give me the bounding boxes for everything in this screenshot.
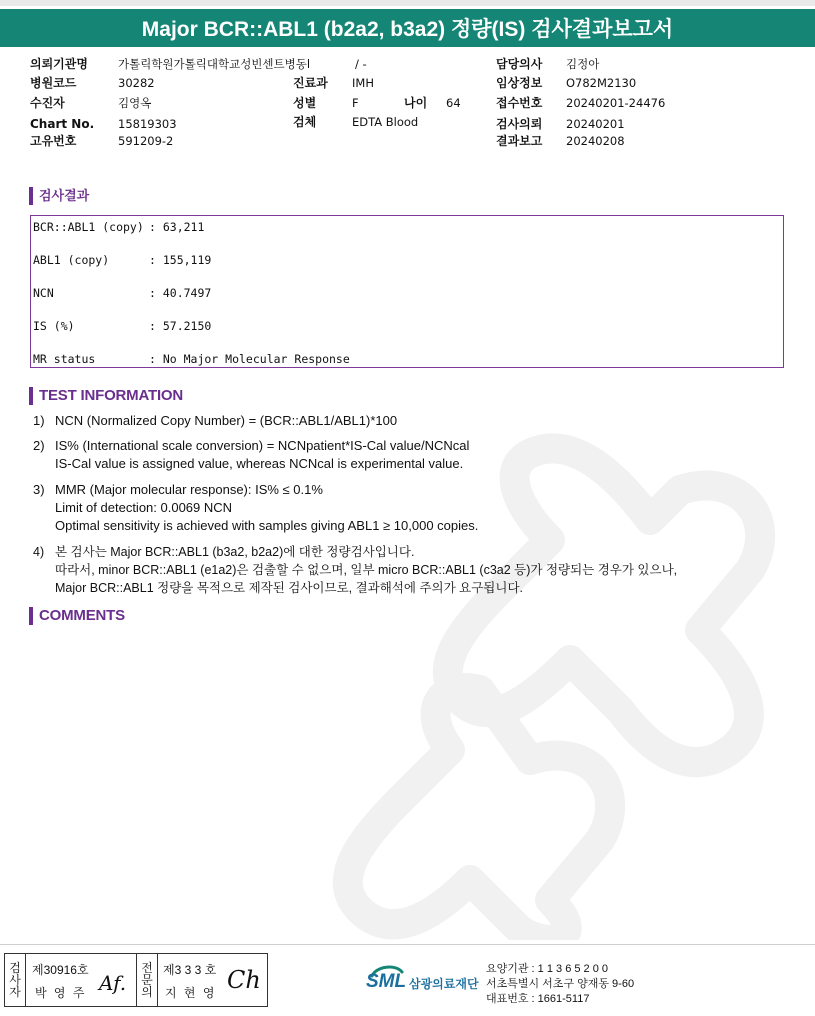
specimen-value: EDTA Blood: [352, 115, 419, 129]
org-phone: 대표번호 : 1661-5117: [486, 993, 590, 1005]
report-date-label: 결과보고: [496, 134, 543, 148]
org-address: 서초특별시 서초구 양재동 9-60: [486, 978, 635, 990]
hospital-code-value: 30282: [118, 76, 155, 90]
item-line: 따라서, minor BCR::ABL1 (e1a2)은 검출할 수 없으며, 일부 micro BCR::ABL1 (c3a2 등)가 정량되는 경우가 있으나,: [55, 563, 678, 577]
test-info-item: [33, 481, 478, 535]
item-line: Limit of detection: 0.0069 NCN: [55, 500, 233, 515]
logo-text: SML: [366, 971, 407, 992]
patient-value: 김영옥: [118, 96, 152, 110]
result-value: : 63,211: [149, 220, 205, 234]
test-info-heading: TEST INFORMATION: [29, 387, 183, 405]
comments-heading: COMMENTS: [29, 607, 125, 625]
dept-label: 진료과: [293, 76, 328, 90]
item-line: Major BCR::ABL1 정량을 목적으로 제작된 검사이므로, 결과해석에 주의가 요구됩니다.: [55, 581, 524, 595]
result-key: MR status: [33, 352, 96, 366]
result-key: ABL1 (copy): [33, 253, 110, 267]
item-number: 1): [33, 413, 45, 428]
verifier-license-no: 제3 3 3 호: [163, 963, 217, 977]
org-code: 요양기관 : 1 1 3 6 5 2 0 0: [486, 963, 609, 975]
doctor-value: 김정아: [566, 57, 600, 71]
verifier-label: 전 문 의: [136, 954, 158, 1006]
receipt-no-label: 접수번호: [496, 96, 543, 110]
request-date-value: 20240201: [566, 117, 625, 131]
unique-no-label: 고유번호: [30, 134, 77, 148]
test-info-item: [33, 543, 677, 597]
item-number: 4): [33, 545, 45, 559]
item-line: NCN (Normalized Copy Number) = (BCR::ABL1/ABL1)*100: [55, 413, 398, 428]
receipt-no-value: 20240201-24476: [566, 96, 666, 110]
tester-license-no: 제30916호: [32, 963, 89, 977]
age-value: 64: [446, 96, 461, 110]
signature-box: [4, 953, 268, 1007]
item-line: 본 검사는 Major BCR::ABL1 (b3a2, b2a2)에 대한 정량검사입니다.: [55, 545, 415, 559]
org-name: 삼광의료재단: [409, 977, 479, 991]
unique-no-value: 591209-2: [118, 134, 174, 148]
doctor-label: 담당의사: [496, 57, 543, 71]
result-row: [33, 319, 211, 333]
chart-no-label: Chart No.: [30, 117, 95, 131]
specimen-label: 검체: [293, 115, 317, 129]
tester-signature: Af.: [99, 971, 127, 995]
sex-value: F: [352, 96, 359, 110]
top-strip: [0, 0, 815, 6]
item-line: IS-Cal value is assigned value, whereas NCNcal is experimental value.: [55, 456, 464, 471]
result-key: NCN: [33, 286, 54, 300]
report-title: Major BCR::ABL1 (b2a2, b3a2) 정량(IS) 검사결과보고서: [0, 9, 815, 47]
age-label: 나이: [404, 96, 428, 110]
report-date-value: 20240208: [566, 134, 625, 148]
clinical-info-value: O782M2130: [566, 76, 637, 90]
tester-label: 검 사 자: [5, 954, 26, 1006]
result-value: : 155,119: [149, 253, 212, 267]
result-row: [33, 352, 350, 366]
result-value: : 40.7497: [149, 286, 212, 300]
sex-label: 성별: [293, 96, 317, 110]
result-row: [33, 286, 211, 300]
item-number: 2): [33, 438, 45, 453]
result-value: : 57.2150: [149, 319, 212, 333]
footer-divider: [0, 944, 815, 945]
result-key: IS (%): [33, 319, 75, 333]
request-date-label: 검사의뢰: [496, 117, 543, 131]
dept-value: IMH: [352, 76, 374, 90]
result-row: [33, 220, 204, 234]
item-line: IS% (International scale conversion) = NCNpatient*IS-Cal value/NCNcal: [55, 438, 470, 453]
verifier-name: 지 현 영: [165, 986, 217, 1000]
tester-name: 박 영 주: [35, 986, 87, 1000]
result-value: : No Major Molecular Response: [149, 352, 350, 366]
chart-no-value: 15819303: [118, 117, 177, 131]
clinical-info-label: 임상정보: [496, 76, 543, 90]
results-box: [30, 215, 784, 368]
ward-value: / -: [355, 57, 367, 71]
results-heading: 검사결과: [29, 187, 89, 205]
test-info-item: [33, 412, 397, 430]
item-number: 3): [33, 482, 45, 497]
test-info-item: [33, 437, 469, 473]
org-logo: [366, 960, 486, 1000]
result-key: BCR::ABL1 (copy): [33, 220, 144, 234]
item-line: Optimal sensitivity is achieved with samples giving ABL1 ≥ 10,000 copies.: [55, 518, 479, 533]
item-line: MMR (Major molecular response): IS% ≤ 0.1%: [55, 482, 323, 497]
patient-label: 수진자: [30, 96, 65, 110]
client-value: 가톨릭학원가톨릭대학교성빈센트병동l: [118, 57, 311, 71]
client-label: 의뢰기관명: [30, 57, 88, 71]
hospital-code-label: 병원코드: [30, 76, 77, 90]
verifier-signature: Ch: [227, 966, 261, 994]
result-row: [33, 253, 211, 267]
